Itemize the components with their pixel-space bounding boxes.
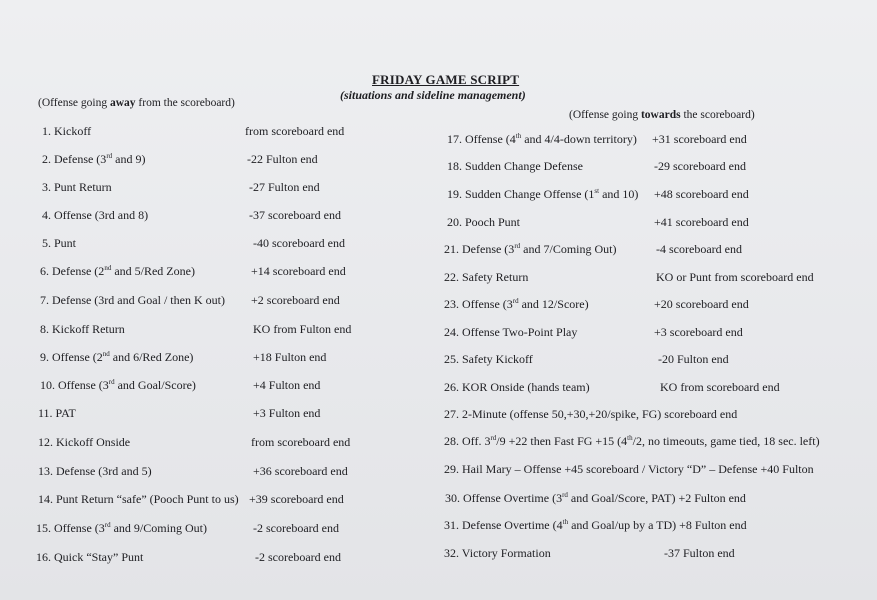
- field-position: -2 scoreboard end: [255, 550, 341, 564]
- situation-label: 3. Punt Return: [42, 180, 112, 194]
- field-position: from scoreboard end: [251, 435, 351, 449]
- situation-label: 29. Hail Mary – Offense +45 scoreboard / Victory “D” – Defense +40 Fulton: [444, 462, 814, 476]
- situation-label: 30. Offense Overtime (3rd and Goal/Score, PAT) +2 Fulton end: [445, 491, 746, 505]
- situation-label: 24. Offense Two-Point Play: [444, 325, 578, 339]
- situation-label: 31. Defense Overtime (4th and Goal/up by a TD) +8 Fulton end: [444, 518, 747, 532]
- field-position: +48 scoreboard end: [654, 187, 749, 201]
- situation-label: 32. Victory Formation: [444, 546, 551, 560]
- field-position: KO or Punt from scoreboard end: [656, 270, 814, 284]
- field-position: -37 scoreboard end: [249, 208, 341, 222]
- situation-label: 16. Quick “Stay” Punt: [36, 550, 144, 564]
- situation-label: 14. Punt Return “safe” (Pooch Punt to us): [38, 492, 239, 506]
- right-column-note: (Offense going towards the scoreboard): [569, 109, 755, 121]
- situation-label: 1. Kickoff: [42, 124, 92, 138]
- situation-label: 9. Offense (2nd and 6/Red Zone): [40, 350, 194, 364]
- field-position: -37 Fulton end: [664, 546, 735, 560]
- field-position: -20 Fulton end: [658, 352, 729, 366]
- field-position: +39 scoreboard end: [249, 492, 344, 506]
- field-position: +14 scoreboard end: [251, 264, 346, 278]
- situation-label: 23. Offense (3rd and 12/Score): [444, 297, 589, 311]
- field-position: +36 scoreboard end: [253, 464, 348, 478]
- situation-label: 22. Safety Return: [444, 270, 529, 284]
- field-position: -4 scoreboard end: [656, 242, 742, 256]
- left-column-note: (Offense going away from the scoreboard): [38, 97, 235, 109]
- situation-label: 2. Defense (3rd and 9): [42, 152, 146, 166]
- situation-label: 12. Kickoff Onside: [38, 435, 131, 449]
- field-position: KO from Fulton end: [253, 322, 352, 336]
- situation-label: 28. Off. 3rd/9 +22 then Fast FG +15 (4th/2, no timeouts, game tied, 18 sec. left): [444, 434, 820, 448]
- situation-label: 21. Defense (3rd and 7/Coming Out): [444, 242, 617, 256]
- page-subtitle: (situations and sideline management): [340, 88, 526, 102]
- field-position: +2 scoreboard end: [251, 293, 340, 307]
- situation-label: 7. Defense (3rd and Goal / then K out): [40, 293, 225, 307]
- field-position: KO from scoreboard end: [660, 380, 780, 394]
- situation-label: 15. Offense (3rd and 9/Coming Out): [36, 521, 207, 535]
- situation-label: 10. Offense (3rd and Goal/Score): [40, 378, 196, 392]
- page-title: FRIDAY GAME SCRIPT: [372, 72, 520, 87]
- field-position: -22 Fulton end: [247, 152, 318, 166]
- situation-label: 25. Safety Kickoff: [444, 352, 533, 366]
- field-position: -29 scoreboard end: [654, 159, 746, 173]
- field-position: +31 scoreboard end: [652, 132, 747, 146]
- field-position: +41 scoreboard end: [654, 215, 749, 229]
- situation-label: 8. Kickoff Return: [40, 322, 125, 336]
- situation-label: 27. 2-Minute (offense 50,+30,+20/spike, FG) scoreboard end: [444, 407, 738, 421]
- field-position: -2 scoreboard end: [253, 521, 339, 535]
- field-position: +3 Fulton end: [253, 406, 321, 420]
- situation-label: 13. Defense (3rd and 5): [38, 464, 152, 478]
- field-position: +20 scoreboard end: [654, 297, 749, 311]
- field-position: -27 Fulton end: [249, 180, 320, 194]
- situation-label: 5. Punt: [42, 236, 77, 250]
- situation-label: 26. KOR Onside (hands team): [444, 380, 590, 394]
- field-position: -40 scoreboard end: [253, 236, 345, 250]
- situation-label: 4. Offense (3rd and 8): [42, 208, 149, 222]
- situation-label: 19. Sudden Change Offense (1st and 10): [447, 187, 639, 201]
- situation-label: 6. Defense (2nd and 5/Red Zone): [40, 264, 195, 278]
- field-position: +4 Fulton end: [253, 378, 321, 392]
- field-position: +3 scoreboard end: [654, 325, 743, 339]
- field-position: +18 Fulton end: [253, 350, 327, 364]
- field-position: from scoreboard end: [245, 124, 345, 138]
- situation-label: 17. Offense (4th and 4/4-down territory): [447, 132, 637, 146]
- situation-label: 11. PAT: [38, 406, 76, 420]
- situation-label: 18. Sudden Change Defense: [447, 159, 583, 173]
- situation-label: 20. Pooch Punt: [447, 215, 521, 229]
